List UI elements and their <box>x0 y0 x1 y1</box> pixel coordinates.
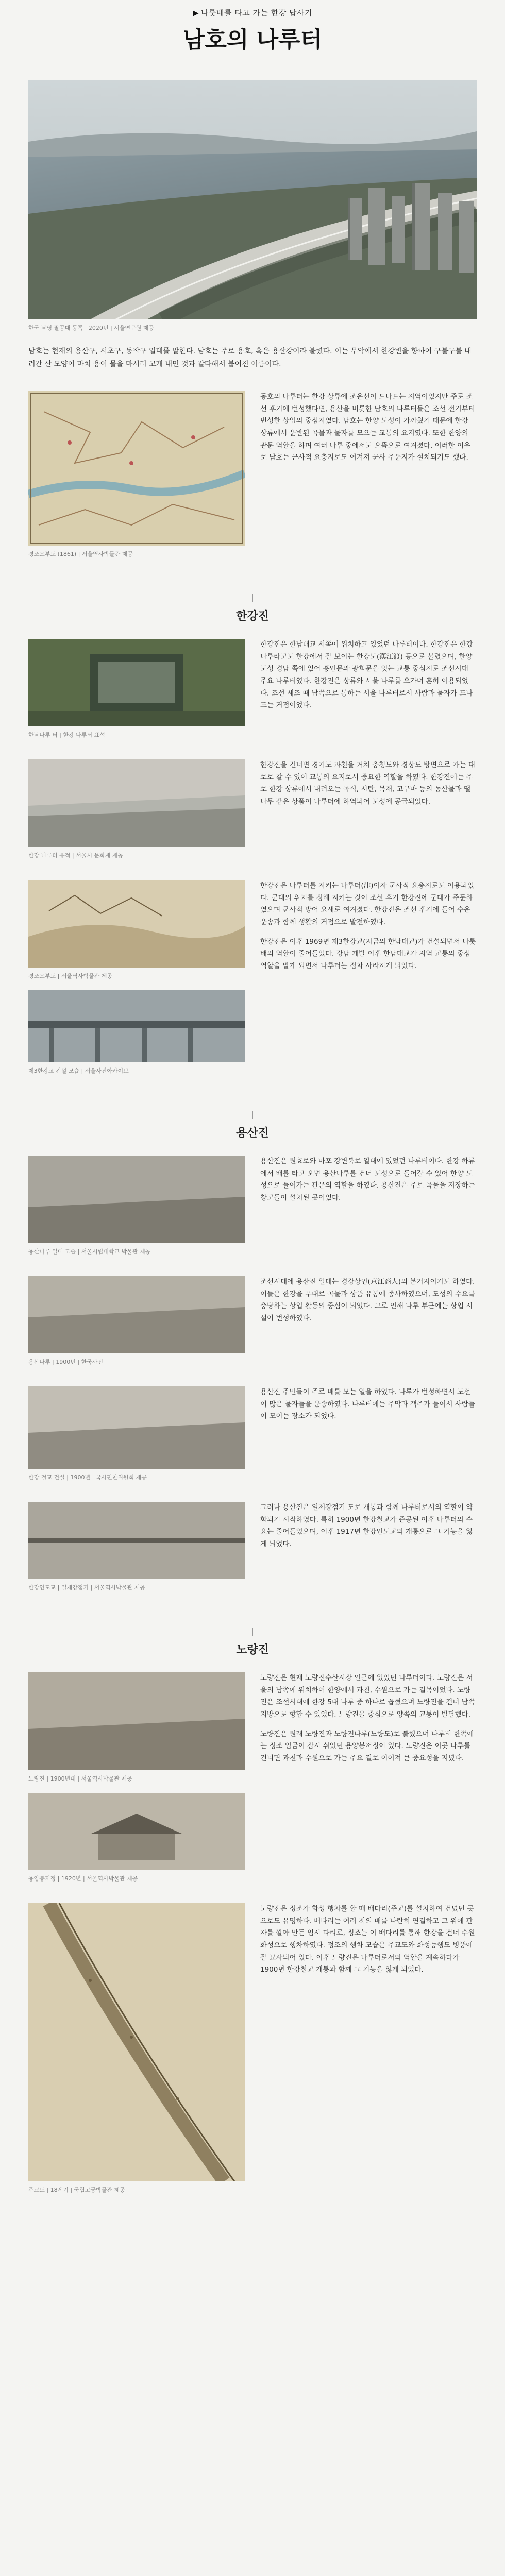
noryang-block-1 <box>28 1672 477 1883</box>
noryang-image-2 <box>28 1793 245 1870</box>
breadcrumb-text: 나룻배를 타고 가는 한강 답사기 <box>201 8 312 18</box>
yongsan-text-3: 용산진 주민들이 주로 배를 모는 일을 하였다. 나루가 번성하면서 도선이 많은 물자들을 운송하였다. 나루터에는 주막과 객주가 들어서 사람들이 모이는 장소가 되었다. <box>260 1388 475 1421</box>
section-hangang-heading <box>28 594 477 623</box>
old-photo-1 <box>28 1156 245 1243</box>
old-photo-noryang <box>28 1672 245 1770</box>
noryang-caption-2: 용양봉저정 | 1920년 | 서울역사박물관 제공 <box>28 1875 138 1882</box>
map-image <box>28 391 245 546</box>
section-hangang-title: 한강진 <box>236 610 269 623</box>
noryang-image-3 <box>28 1903 245 2181</box>
section-divider <box>252 594 253 602</box>
yongsan-caption-4: 한강인도교 | 일제강점기 | 서울역사박물관 제공 <box>28 1584 145 1591</box>
hangang-text-1: 한강진은 한남대교 서쪽에 위치하고 있었던 나루터이다. 한강진은 한강나루라고도 한강에서 잘 보이는 한강도(漢江渡) 등으로 불렸으며, 한양도성 경남 쪽에 있어 흥인문과 광희문을 잇는 교통 중심지로 조선시대 주요 나루터였다. 한강진은 상류와 서울 나루를 오가며 흔히 이용되었다. 조선 세조 때 남쪽으로 통하는 서울 나루터로서 사람과 물자가 드나드는 거점이었다. <box>260 640 473 710</box>
hangang-image-4 <box>28 990 245 1062</box>
hangang-block-3 <box>28 880 477 1075</box>
page-title: 남호의 나루터 <box>182 27 323 53</box>
section-noryang-title: 노량진 <box>236 1643 269 1656</box>
boat-bridge-painting <box>28 1903 245 2181</box>
map-caption: 경조오부도 (1861) | 서울역사박물관 제공 <box>28 551 133 557</box>
map-text: 동호의 나루터는 한강 상류에 조운선이 드나드는 지역이었지만 주로 조선 후기에 번성했다면, 용산을 비롯한 남호의 나루터들은 조선 전기부터 번성한 상업의 중심지였다. 남호는 한양 도성이 가까웠기 때문에 한강 상류에서 운반된 곡물과 물자를 모으는 교통의 요지였다. 또한 한양의 관문 역할을 하며 여러 나루 중에서도 으뜸으로 여겨졌다. 이러한 이유로 남호는 군사적 요충지로도 여겨져 군사 주둔지가 설치되기도 했다. <box>260 393 475 462</box>
noryang-caption-3: 주교도 | 18세기 | 국립고궁박물관 제공 <box>28 2187 125 2193</box>
hero-caption: 한국 남영 팔공대 동쪽 | 2020년 | 서울연구원 제공 <box>28 325 155 331</box>
breadcrumb <box>0 7 505 18</box>
yongsan-text-1: 용산진은 원효로와 마포 강변북로 일대에 있었던 나루터이다. 한강 하류에서 배를 타고 오면 용산나루를 건너 도성으로 들어갈 수 있어 한양 도성으로 들어가는 관문의 역할을 하였다. 용산진은 주로 곡물을 저장하는 창고들이 설치된 곳이었다. <box>260 1157 475 1202</box>
yongsan-text-2: 조선시대에 용산진 일대는 경강상인(京江商人)의 본거지이기도 하였다. 이들은 한강을 무대로 곡물과 상품 유통에 종사하였으며, 도성의 수요를 충당하는 상업 활동의 중심이 되었다. 그로 인해 나루 부근에는 상업 시설이 번성하였다. <box>260 1278 475 1323</box>
hangang-image-1 <box>28 639 245 726</box>
yongsan-image-4 <box>28 1502 245 1579</box>
noryang-caption-1: 노량진 | 1900년대 | 서울역사박물관 제공 <box>28 1775 132 1782</box>
hangang-block-2 <box>28 759 477 859</box>
section-divider <box>252 1628 253 1636</box>
noryang-text-3: 노량진은 정조가 화성 행차를 할 때 배다리(주교)를 설치하여 건넜던 곳으로도 유명하다. 배다리는 여러 척의 배를 나란히 연결하고 그 위에 판자를 깔아 만든 임시 다리로, 정조는 이 배다리를 통해 한강을 건너 수원 화성으로 행차하였다. 정조의 행차 모습은 주교도와 화성능행도 병풍에 잘 묘사되어 있다. 이후 노량진은 나루터로서의 역할을 계속하다가 1900년 한강철교 개통과 함께 그 기능을 잃게 되었다. <box>260 1905 475 1974</box>
hero-aerial-image <box>28 80 477 319</box>
old-bridge-photo <box>28 1502 245 1579</box>
noryang-image-1 <box>28 1672 245 1770</box>
hangang-image-3 <box>28 880 245 968</box>
yongsan-text-4: 그러나 용산진은 일제강점기 도로 개통과 함께 나루터로서의 역할이 약화되기 시작하였다. 특히 1900년 한강철교가 준공된 이후 나루터의 수요는 줄어들었으며, 이후 1917년 한강인도교의 개통으로 그 기능을 잃게 되었다. <box>260 1503 473 1548</box>
yongsan-block-3 <box>28 1386 477 1481</box>
section-noryang-heading <box>28 1628 477 1657</box>
hangang-text-3: 한강진은 나루터를 지키는 나루터(津)이자 군사적 요충지로도 이용되었다. 군대의 위치를 정해 지키는 것이 조선 후기 한강진에 군대가 주둔하였으며 군사적 방어 요새로 여겨졌다. 한강진은 조선 후기에 들어 수운 운송과 함께 생활의 거점으로 발전하였다. <box>260 882 474 926</box>
section-yongsan-title: 용산진 <box>236 1127 269 1140</box>
yongsan-caption-1: 용산나루 일대 모습 | 서울시립대학교 박물관 제공 <box>28 1248 151 1255</box>
section-yongsan-heading <box>28 1111 477 1140</box>
yongsan-image-1 <box>28 1156 245 1243</box>
hero-photo <box>28 80 477 319</box>
bottom-spacer <box>28 2194 477 2225</box>
noryang-text-1: 노량진은 현재 노량진수산시장 인근에 있었던 나루터이다. 노량진은 서울의 남쪽에 위치하여 한양에서 과천, 수원으로 가는 길목이었다. 노량진은 조선시대에 한강 5대 나루 중 하나로 꼽혔으며 노량진을 건너 남쪽 지방으로 향할 수 있었다. 노량진을 중심으로 양쪽의 교통이 발달했다. <box>260 1674 475 1719</box>
hangang-text-4: 한강진은 이후 1969년 제3한강교(지금의 한남대교)가 건설되면서 나룻배의 역할이 줄어들었다. 강남 개발 이후 한남대교가 지역 교통의 중심 역할을 맡게 되면서 나루터는 점차 사라지게 되었다. <box>260 937 476 970</box>
yongsan-caption-3: 한강 철교 건설 | 1900년 | 국사편찬위원회 제공 <box>28 1474 147 1481</box>
hangang-text-2: 한강진을 건너면 경기도 과천을 거쳐 충청도와 경상도 방면으로 가는 대로로 갈 수 있어 교통의 요지로서 중요한 역할을 하였다. 한강진에는 주로 한강 상류에서 내려오는 곡식, 시탄, 목재, 고구마 등의 농산물과 땔나무 같은 상품이 나루터에 하역되어 도성에 공급되었다. <box>260 761 475 806</box>
yongsan-caption-2: 용산나루 | 1900년 | 한국사진 <box>28 1359 104 1365</box>
hangang-block-1 <box>28 639 477 739</box>
pavilion-photo <box>28 1793 245 1870</box>
noryang-block-3 <box>28 1903 477 2194</box>
play-arrow-icon: ▶ <box>193 8 199 18</box>
intro-paragraph: 남호는 현재의 용산구, 서초구, 동작구 일대를 말한다. 남호는 주로 용호, 혹은 용산강이라 불렸다. 이는 무악에서 한강변을 향하여 구불구불 내려간 산 모양이 마치 용이 물을 마시러 고개 내민 것과 같다해서 붙여진 이름이다. <box>28 347 472 368</box>
hangang-image-2 <box>28 759 245 847</box>
yongsan-image-3 <box>28 1386 245 1469</box>
yongsan-image-2 <box>28 1276 245 1353</box>
old-painting-image <box>28 880 245 968</box>
old-photo-3 <box>28 1386 245 1469</box>
yongsan-block-1 <box>28 1156 477 1256</box>
hangang-caption-4: 제3한강교 건설 모습 | 서울사진아카이브 <box>28 1067 129 1074</box>
yongsan-block-2 <box>28 1276 477 1366</box>
stone-monument-photo <box>28 639 245 726</box>
hangang-caption-3: 경조오부도 | 서울역사박물관 제공 <box>28 973 112 979</box>
section-divider <box>252 1111 253 1119</box>
bridge-construction-photo <box>28 990 245 1062</box>
hangang-caption-2: 한강 나루터 유적 | 서울시 문화재 제공 <box>28 852 124 859</box>
old-photo-2 <box>28 1276 245 1353</box>
hangang-caption-1: 한남나루 터 | 한강 나루터 표석 <box>28 732 105 738</box>
map-block <box>28 391 477 558</box>
old-map-illustration <box>28 391 245 546</box>
page-header <box>0 0 505 80</box>
riverside-photo <box>28 759 245 847</box>
yongsan-block-4 <box>28 1502 477 1591</box>
noryang-text-2: 노량진은 원래 노량진과 노량진나루(노량도)로 불렸으며 나루터 한쪽에는 정조 임금이 잠시 쉬었던 용양봉저정이 있다. 노량진은 이곳 나루를 건너면 과천과 수원으로 가는 주요 길로 이어져 큰 중요성을 지녔다. <box>260 1730 474 1762</box>
